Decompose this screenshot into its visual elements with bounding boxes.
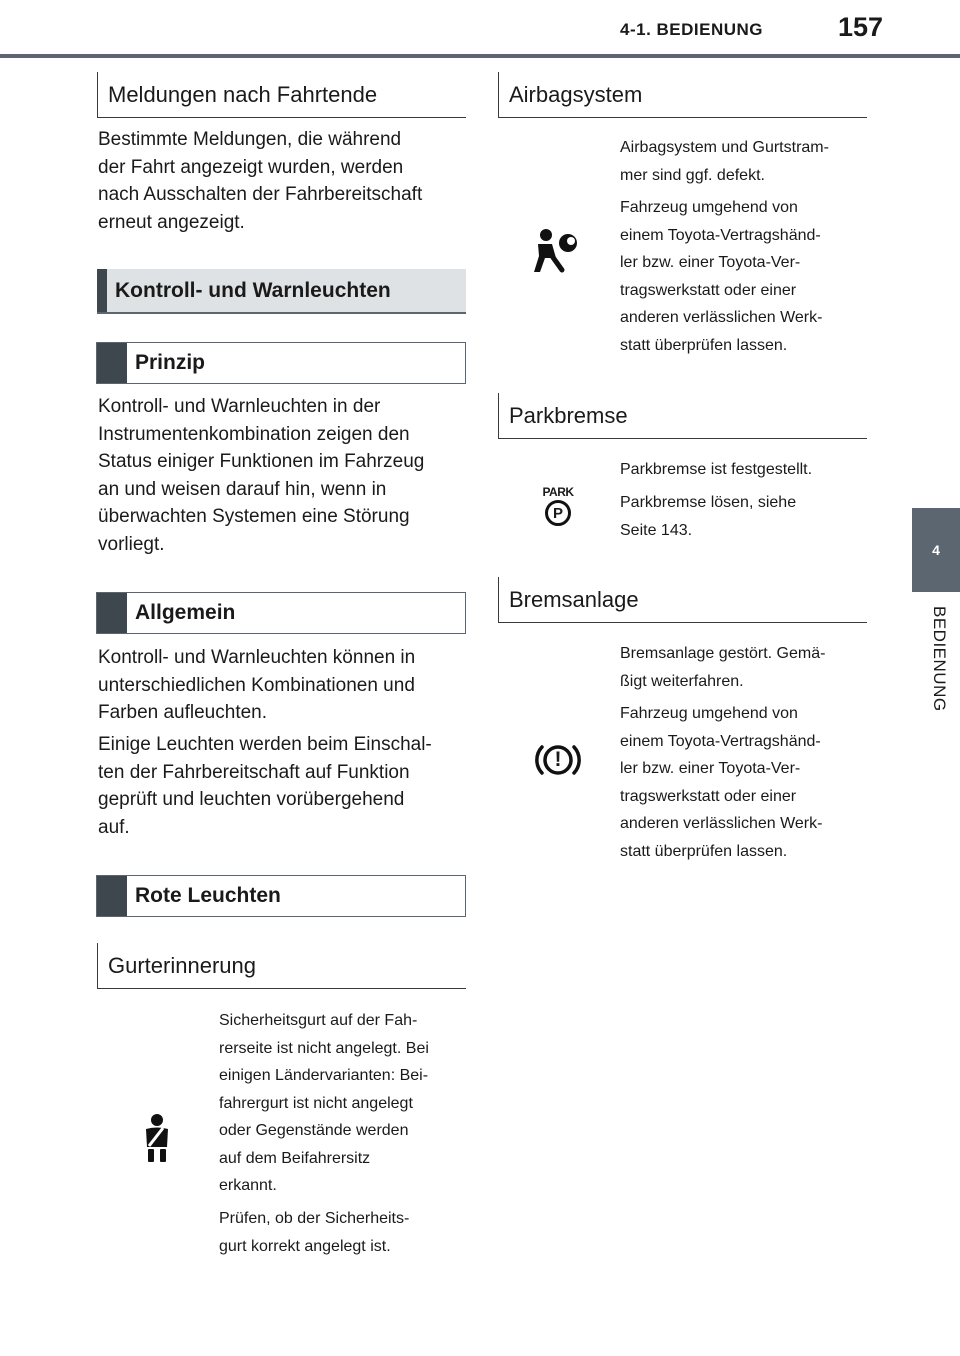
heading-allgemein-text: Allgemein bbox=[135, 601, 236, 624]
text-line: Kontroll- und Warnleuchten in der bbox=[98, 396, 381, 417]
gurt-paragraph-1 bbox=[219, 1007, 469, 1200]
park-paragraph-2 bbox=[620, 489, 870, 544]
heading-rote-text: Rote Leuchten bbox=[135, 884, 281, 907]
text-line: fahrergurt ist nicht angelegt bbox=[219, 1094, 413, 1112]
text-line: gurt korrekt angelegt ist. bbox=[219, 1237, 391, 1255]
text-line: Kontroll- und Warnleuchten können in bbox=[98, 647, 416, 668]
meldungen-paragraph bbox=[98, 126, 468, 236]
seatbelt-icon bbox=[140, 1113, 174, 1163]
heading-marker bbox=[97, 343, 127, 383]
heading-meldungen: Meldungen nach Fahrtende bbox=[97, 72, 466, 118]
text-line: Farben aufleuchten. bbox=[98, 702, 268, 724]
text-line: Fahrzeug umgehend von bbox=[620, 199, 798, 216]
heading-gurterinnerung: Gurterinnerung bbox=[97, 943, 466, 989]
brake-warning-icon bbox=[534, 740, 582, 780]
heading-airbagsystem: Airbagsystem bbox=[498, 72, 867, 118]
text-line: Status einiger Funktionen im Fahrzeug bbox=[98, 451, 425, 473]
text-line: rerseite ist nicht angelegt. Bei bbox=[219, 1039, 429, 1057]
text-line: tragswerkstatt oder einer bbox=[620, 787, 797, 805]
text-line: ßigt weiterfahren. bbox=[620, 672, 744, 690]
brems-paragraph-2 bbox=[620, 700, 870, 865]
text-line: vorliegt. bbox=[98, 533, 165, 555]
text-line: der Fahrt angezeigt wurden, werden bbox=[98, 156, 404, 178]
heading-parkbremse: Parkbremse bbox=[498, 393, 867, 439]
text-line: erkannt. bbox=[219, 1177, 277, 1194]
header-rule bbox=[0, 54, 960, 58]
text-line: an und weisen darauf hin, wenn in bbox=[98, 478, 387, 500]
text-line: Fahrzeug umgehend von bbox=[620, 705, 798, 722]
text-line: Parkbremse lösen, siehe bbox=[620, 494, 797, 511]
text-line: auf dem Beifahrersitz bbox=[219, 1149, 371, 1167]
text-line: ler bzw. einer Toyota-Ver- bbox=[620, 760, 801, 777]
text-line: Bestimmte Meldungen, die während bbox=[98, 129, 402, 150]
text-line: überwachten Systemen eine Störung bbox=[98, 506, 410, 528]
chapter-number: 4 bbox=[932, 542, 940, 558]
heading-kontroll bbox=[97, 269, 466, 314]
chapter-tab[interactable] bbox=[912, 508, 960, 592]
park-letter: P bbox=[552, 504, 563, 522]
park-brake-icon bbox=[536, 486, 580, 528]
heading-prinzip bbox=[96, 342, 466, 384]
text-line: oder Gegenstände werden bbox=[219, 1122, 409, 1139]
text-line: Bremsanlage gestört. Gemä- bbox=[620, 645, 826, 662]
text-line: Parkbremse ist festgestellt. bbox=[620, 461, 813, 478]
text-line: unterschiedlichen Kombinationen und bbox=[98, 674, 415, 696]
airbag-paragraph-1 bbox=[620, 134, 870, 189]
page-number: 157 bbox=[838, 12, 884, 42]
text-line: auf. bbox=[98, 816, 130, 838]
text-line: geprüft und leuchten vorübergehend bbox=[98, 789, 405, 811]
brems-paragraph-1 bbox=[620, 640, 870, 695]
text-line: ler bzw. einer Toyota-Ver- bbox=[620, 254, 801, 271]
airbag-paragraph-2 bbox=[620, 194, 870, 359]
heading-marker bbox=[97, 876, 127, 916]
text-line: anderen verlässlichen Werk- bbox=[620, 815, 823, 832]
text-line: erneut angezeigt. bbox=[98, 211, 245, 233]
text-line: Instrumentenkombination zeigen den bbox=[98, 423, 410, 445]
text-line: Seite 143. bbox=[620, 521, 693, 539]
heading-allgemein bbox=[96, 592, 466, 634]
text-line: Einige Leuchten werden beim Einschal- bbox=[98, 734, 432, 755]
text-line: nach Ausschalten der Fahrbereitschaft bbox=[98, 184, 423, 206]
text-line: einem Toyota-Vertragshänd- bbox=[620, 732, 821, 750]
text-line: einigen Ländervarianten: Bei- bbox=[219, 1067, 429, 1084]
text-line: Prüfen, ob der Sicherheits- bbox=[219, 1210, 410, 1227]
text-line: einem Toyota-Vertragshänd- bbox=[620, 226, 821, 244]
heading-rote-leuchten bbox=[96, 875, 466, 917]
text-line: Sicherheitsgurt auf der Fah- bbox=[219, 1012, 418, 1029]
heading-marker bbox=[97, 269, 107, 312]
text-line: statt überprüfen lassen. bbox=[620, 842, 788, 860]
heading-prinzip-text: Prinzip bbox=[135, 351, 206, 374]
airbag-icon bbox=[532, 226, 582, 276]
park-circle bbox=[545, 500, 571, 526]
section-label: 4-1. BEDIENUNG bbox=[620, 20, 764, 39]
gurt-paragraph-2 bbox=[219, 1205, 469, 1260]
text-line: tragswerkstatt oder einer bbox=[620, 281, 797, 299]
chapter-label: BEDIENUNG bbox=[930, 606, 949, 712]
heading-kontroll-text: Kontroll- und Warnleuchten bbox=[115, 278, 391, 302]
heading-bremsanlage: Bremsanlage bbox=[498, 577, 867, 623]
heading-marker bbox=[97, 593, 127, 633]
text-line: anderen verlässlichen Werk- bbox=[620, 309, 823, 326]
text-line: mer sind ggf. defekt. bbox=[620, 166, 765, 184]
text-line: Airbagsystem und Gurtstram- bbox=[620, 139, 829, 156]
park-label: PARK bbox=[542, 485, 574, 499]
allgemein-paragraph-1 bbox=[98, 644, 468, 727]
text-line: statt überprüfen lassen. bbox=[620, 336, 788, 354]
park-paragraph-1 bbox=[620, 456, 870, 484]
text-line: ten der Fahrbereitschaft auf Funktion bbox=[98, 761, 410, 783]
allgemein-paragraph-2 bbox=[98, 731, 468, 841]
prinzip-paragraph bbox=[98, 393, 468, 559]
brake-symbol: ! bbox=[554, 748, 562, 771]
